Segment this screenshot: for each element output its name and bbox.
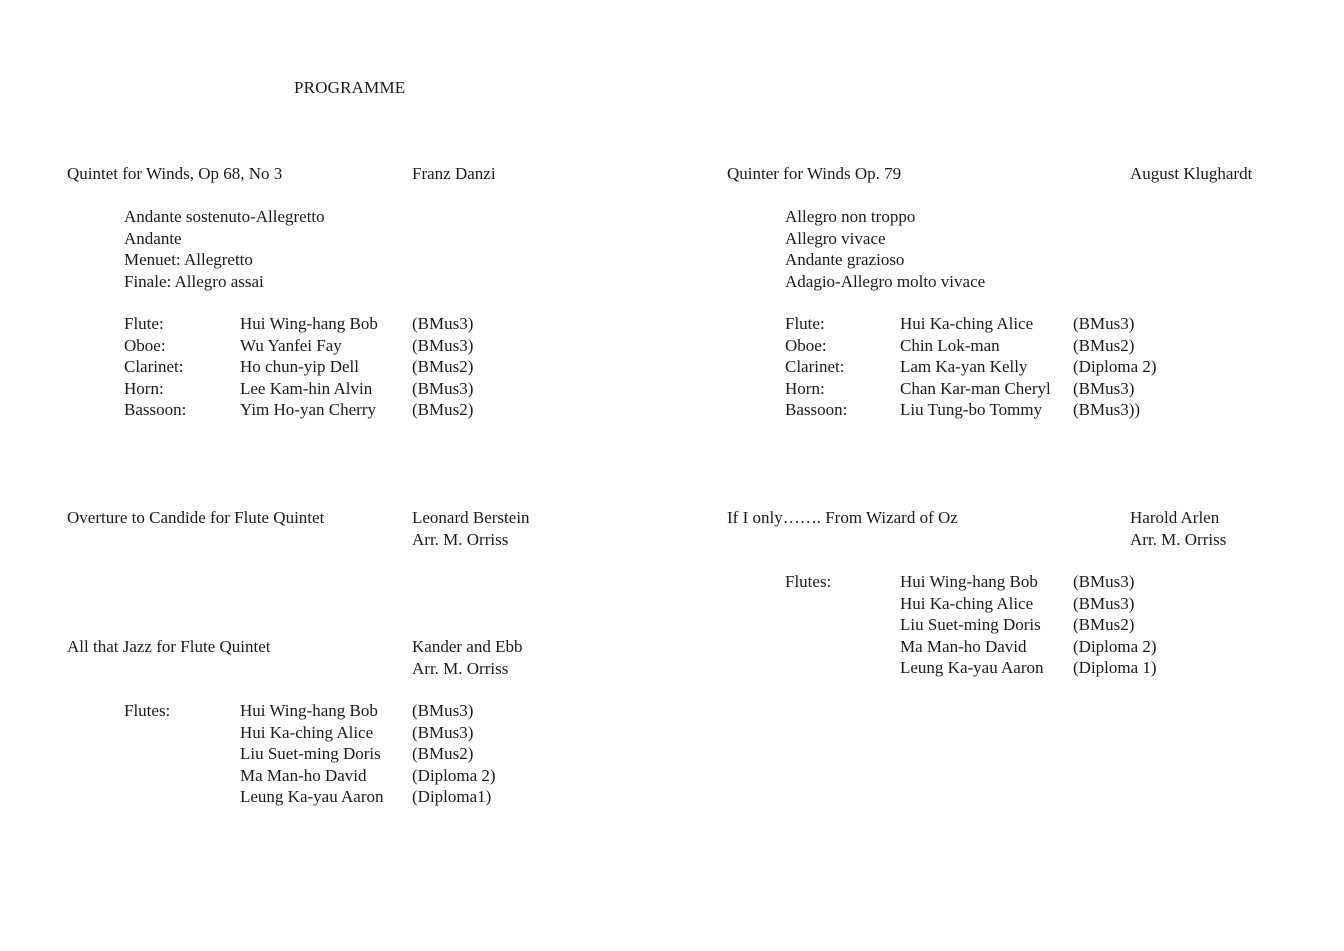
performer-name: Ma Man-ho David <box>240 765 367 785</box>
piece-title-all-that-jazz: All that Jazz for Flute Quintet <box>67 637 271 656</box>
piece-title-wizard-of-oz: If I only……. From Wizard of Oz <box>727 508 958 527</box>
performer-year: (BMus3)) <box>1073 400 1141 419</box>
movement: Adagio-Allegro molto vivace <box>785 271 986 291</box>
performer-name: Lee Kam-hin Alvin <box>240 378 373 398</box>
performer-name: Lam Ka-yan Kelly <box>900 357 1028 376</box>
page-title: PROGRAMME <box>294 78 406 97</box>
movement: Allegro vivace <box>785 228 886 248</box>
flutes-label: Flutes: <box>785 572 832 591</box>
performer-year: (BMus3) <box>1073 593 1135 613</box>
performer-year: (BMus3) <box>412 314 474 333</box>
movement: Finale: Allegro assai <box>124 271 264 291</box>
movement: Andante grazioso <box>785 250 905 269</box>
performer-name: Liu Suet-ming Doris <box>900 615 1041 634</box>
performer-name: Liu Suet-ming Doris <box>240 744 381 763</box>
piece-title-danzi: Quintet for Winds, Op 68, No 3 <box>67 164 283 183</box>
performer-year: (BMus3) <box>412 378 474 398</box>
movement: Andante <box>124 228 182 248</box>
movement: Menuet: Allegretto <box>124 250 253 269</box>
movement: Andante sostenuto-Allegretto <box>124 207 325 226</box>
composer-wizard-of-oz: Harold Arlen <box>1130 508 1220 527</box>
performer-name: Chin Lok-man <box>900 335 1000 355</box>
performer-name: Hui Wing-hang Bob <box>240 314 378 333</box>
performer-year: (BMus2) <box>1073 335 1135 355</box>
performer-name: Chan Kar-man Cheryl <box>900 378 1051 398</box>
performer-name: Leung Ka-yau Aaron <box>900 658 1044 677</box>
arranger-all-that-jazz: Arr. M. Orriss <box>412 658 509 678</box>
piece-title-klughardt: Quinter for Winds Op. 79 <box>727 164 902 183</box>
performer-year: (Diploma 1) <box>1073 658 1157 677</box>
performer-year: (BMus2) <box>1073 615 1135 634</box>
performer-year: (Diploma 2) <box>1073 357 1157 376</box>
performer-year: (BMus3) <box>412 701 474 720</box>
arranger-wizard-of-oz: Arr. M. Orriss <box>1130 529 1227 549</box>
performer-year: (Diploma1) <box>412 787 492 806</box>
performer-year: (BMus3) <box>412 722 474 742</box>
flutes-label: Flutes: <box>124 701 171 720</box>
performer-name: Ho chun-yip Dell <box>240 357 359 376</box>
instrument-label: Clarinet: <box>785 357 845 376</box>
instrument-label: Bassoon: <box>124 400 187 419</box>
piece-title-candide: Overture to Candide for Flute Quintet <box>67 508 325 527</box>
performer-year: (BMus3) <box>1073 572 1135 591</box>
instrument-label: Horn: <box>124 378 164 398</box>
composer-danzi: Franz Danzi <box>412 164 496 183</box>
movement: Allegro non troppo <box>785 207 916 226</box>
performer-name: Leung Ka-yau Aaron <box>240 787 384 806</box>
performer-name: Hui Ka-ching Alice <box>900 314 1034 333</box>
arranger-candide: Arr. M. Orriss <box>412 529 509 549</box>
performer-year: (Diploma 2) <box>412 765 496 785</box>
performer-year: (Diploma 2) <box>1073 636 1157 656</box>
performer-year: (BMus2) <box>412 357 474 376</box>
performer-year: (BMus2) <box>412 400 474 419</box>
performer-name: Hui Ka-ching Alice <box>240 722 374 742</box>
performer-name: Yim Ho-yan Cherry <box>240 400 376 419</box>
performer-name: Hui Ka-ching Alice <box>900 593 1034 613</box>
performer-year: (BMus3) <box>1073 314 1135 333</box>
composer-klughardt: August Klughardt <box>1130 164 1253 183</box>
performer-name: Wu Yanfei Fay <box>240 335 342 355</box>
performer-year: (BMus2) <box>412 744 474 763</box>
instrument-label: Clarinet: <box>124 357 184 376</box>
instrument-label: Flute: <box>124 314 164 333</box>
performer-name: Ma Man-ho David <box>900 636 1027 656</box>
instrument-label: Horn: <box>785 378 825 398</box>
performer-year: (BMus3) <box>412 335 474 355</box>
performer-name: Hui Wing-hang Bob <box>900 572 1038 591</box>
instrument-label: Flute: <box>785 314 825 333</box>
performer-name: Hui Wing-hang Bob <box>240 701 378 720</box>
instrument-label: Oboe: <box>785 335 827 355</box>
instrument-label: Bassoon: <box>785 400 848 419</box>
instrument-label: Oboe: <box>124 335 166 355</box>
composer-candide: Leonard Berstein <box>412 508 530 527</box>
performer-year: (BMus3) <box>1073 378 1135 398</box>
composer-all-that-jazz: Kander and Ebb <box>412 637 523 656</box>
performer-name: Liu Tung-bo Tommy <box>900 400 1043 419</box>
